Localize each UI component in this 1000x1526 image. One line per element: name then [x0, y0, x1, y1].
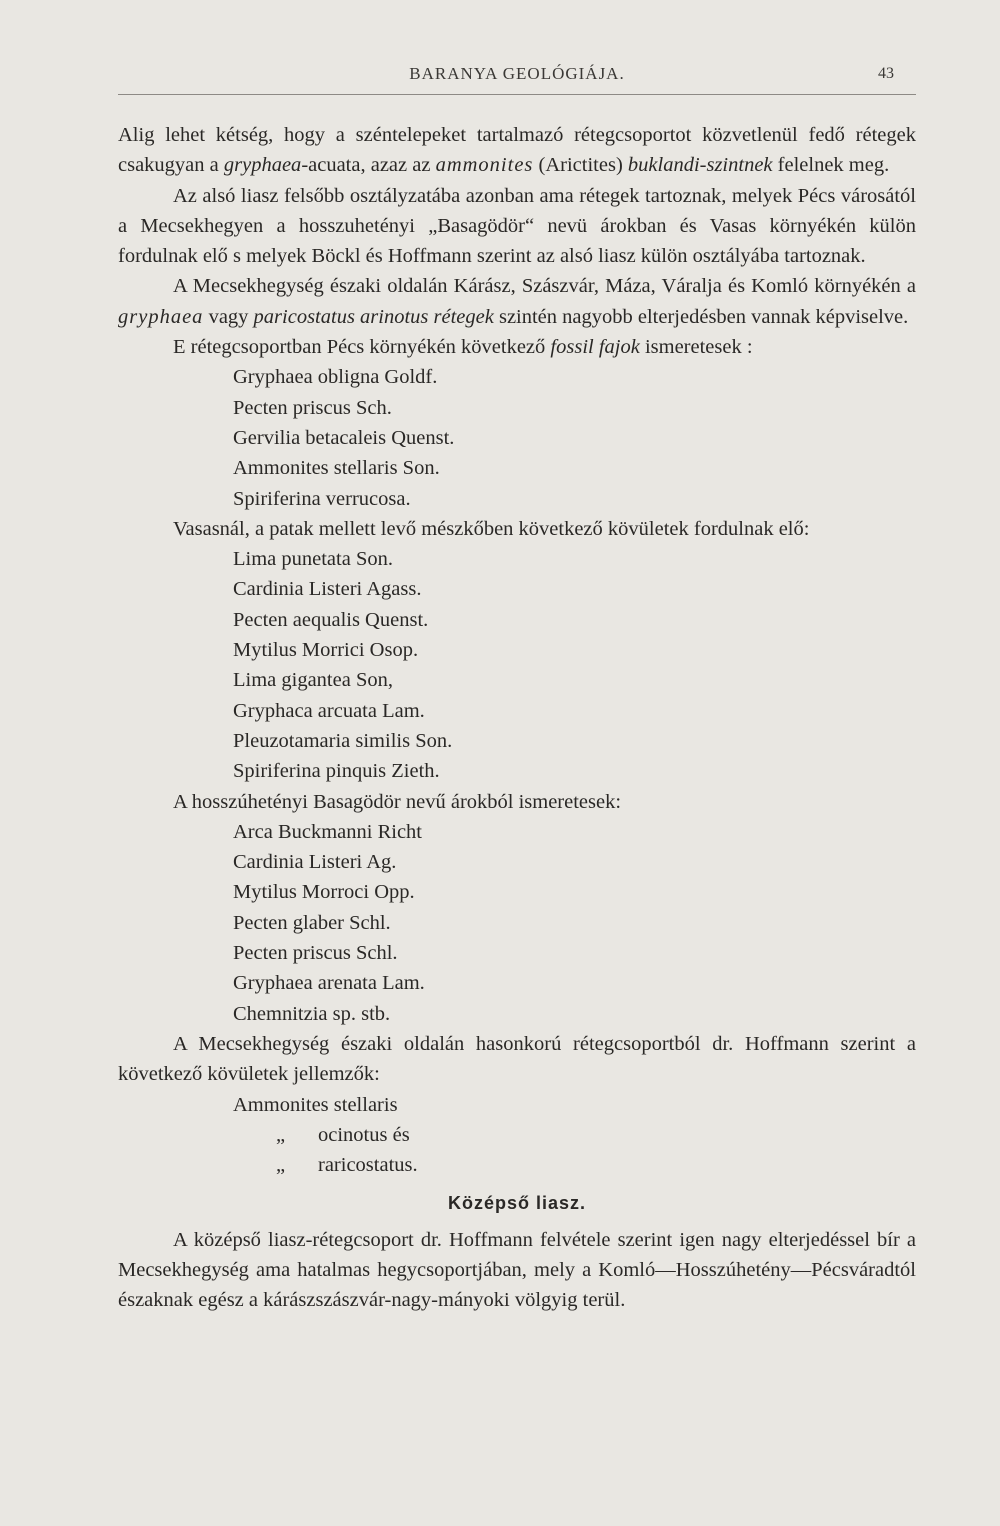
running-title: BARANYA GEOLÓGIÁJA.	[409, 64, 625, 83]
fossil-list-basagodor	[118, 817, 916, 1029]
list-item: Pecten priscus Sch.	[233, 396, 392, 419]
list-item: Cardinia Listeri Ag.	[233, 851, 397, 874]
fossil-list-pecs	[118, 362, 916, 513]
paragraph-5: Vasasnál, a patak mellett levő mészkőben következő kövületek fordulnak elő:	[173, 517, 810, 540]
list-item: Spiriferina pinquis Zieth.	[233, 760, 440, 783]
list-item: Chemnitzia sp. stb.	[233, 1002, 391, 1025]
list-item: Mytilus Morrici Osop.	[233, 639, 419, 662]
page-body	[118, 120, 916, 1316]
ditto-mark: „	[276, 1123, 286, 1146]
list-item: Pleuzotamaria similis Son.	[233, 729, 453, 752]
section-heading: Középső liasz.	[447, 1193, 587, 1214]
list-item: Gryphaea arenata Lam.	[233, 972, 425, 995]
list-item: Ammonites stellaris Son.	[233, 457, 440, 480]
page-number: 43	[878, 65, 894, 82]
list-item: Gryphaca arcuata Lam.	[233, 699, 425, 722]
list-item: Pecten glaber Schl.	[233, 911, 391, 934]
paragraph-2: Az alsó liasz felsőbb osztályzatába azonban ama rétegek tartoznak, melyek Pécs városától a Mecsekhegyen a hosszuhetényi „Basagödör“ nevü árokban és Vasas környékén külön fordulnak elő s melyek Böckl és Hoffmann szerint az alsó liasz külön osztályába tartoznak.	[118, 184, 916, 268]
list-item: „ raricostatus.	[233, 1150, 916, 1180]
list-item: Lima punetata Son.	[233, 548, 393, 571]
list-item: Lima gigantea Son,	[233, 669, 393, 692]
page-header	[118, 60, 916, 95]
list-item: Spiriferina verrucosa.	[233, 487, 411, 510]
list-item: Pecten priscus Schl.	[233, 942, 398, 965]
paragraph-6: A hosszúhetényi Basagödör nevű árokból ismeretesek:	[173, 790, 622, 813]
list-item: Gervilia betacaleis Quenst.	[233, 426, 455, 449]
list-item: Cardinia Listeri Agass.	[233, 578, 422, 601]
list-item: Pecten aequalis Quenst.	[233, 608, 429, 631]
paragraph-4: E rétegcsoportban Pécs környékén következő fossil fajok ismeretesek :	[173, 336, 753, 359]
paragraph-8: A középső liasz-rétegcsoport dr. Hoffmann felvétele szerint igen nagy elterjedéssel bír a Mecsekhegység ama hatalmas hegycsoportjában, mely a Komló—Hosszúhetény—Pécsváradtól északnak egész a kárászszászvár-nagy-mányoki völgyig terül.	[118, 1228, 916, 1312]
fossil-list-vasas	[118, 544, 916, 786]
list-item: „ ocinotus és	[233, 1120, 916, 1150]
paragraph-7: A Mecsekhegység északi oldalán hasonkorú rétegcsoportból dr. Hoffmann szerint a következő kövületek jellemzők:	[118, 1032, 916, 1086]
paragraph-3: A Mecsekhegység északi oldalán Kárász, Szászvár, Máza, Váralja és Komló környékén a gryphaea vagy paricostatus arinotus rétegek szintén nagyobb elterjedésben vannak képviselve.	[118, 275, 916, 328]
list-item: Mytilus Morroci Opp.	[233, 881, 415, 904]
paragraph-1: Alig lehet kétség, hogy a széntelepeket tartalmazó rétegcsoportot közvetlenül fedő rétegek csakugyan a gryphaea-acuata, azaz az ammonites (Arictites) buklandi-szintnek felelnek meg.	[118, 124, 916, 177]
list-item: Ammonites stellaris	[233, 1093, 398, 1116]
list-item: Arca Buckmanni Richt	[233, 820, 423, 843]
ditto-mark: „	[276, 1154, 286, 1177]
list-item: Gryphaea obligna Goldf.	[233, 366, 438, 389]
fossil-list-hoffmann	[118, 1090, 916, 1181]
